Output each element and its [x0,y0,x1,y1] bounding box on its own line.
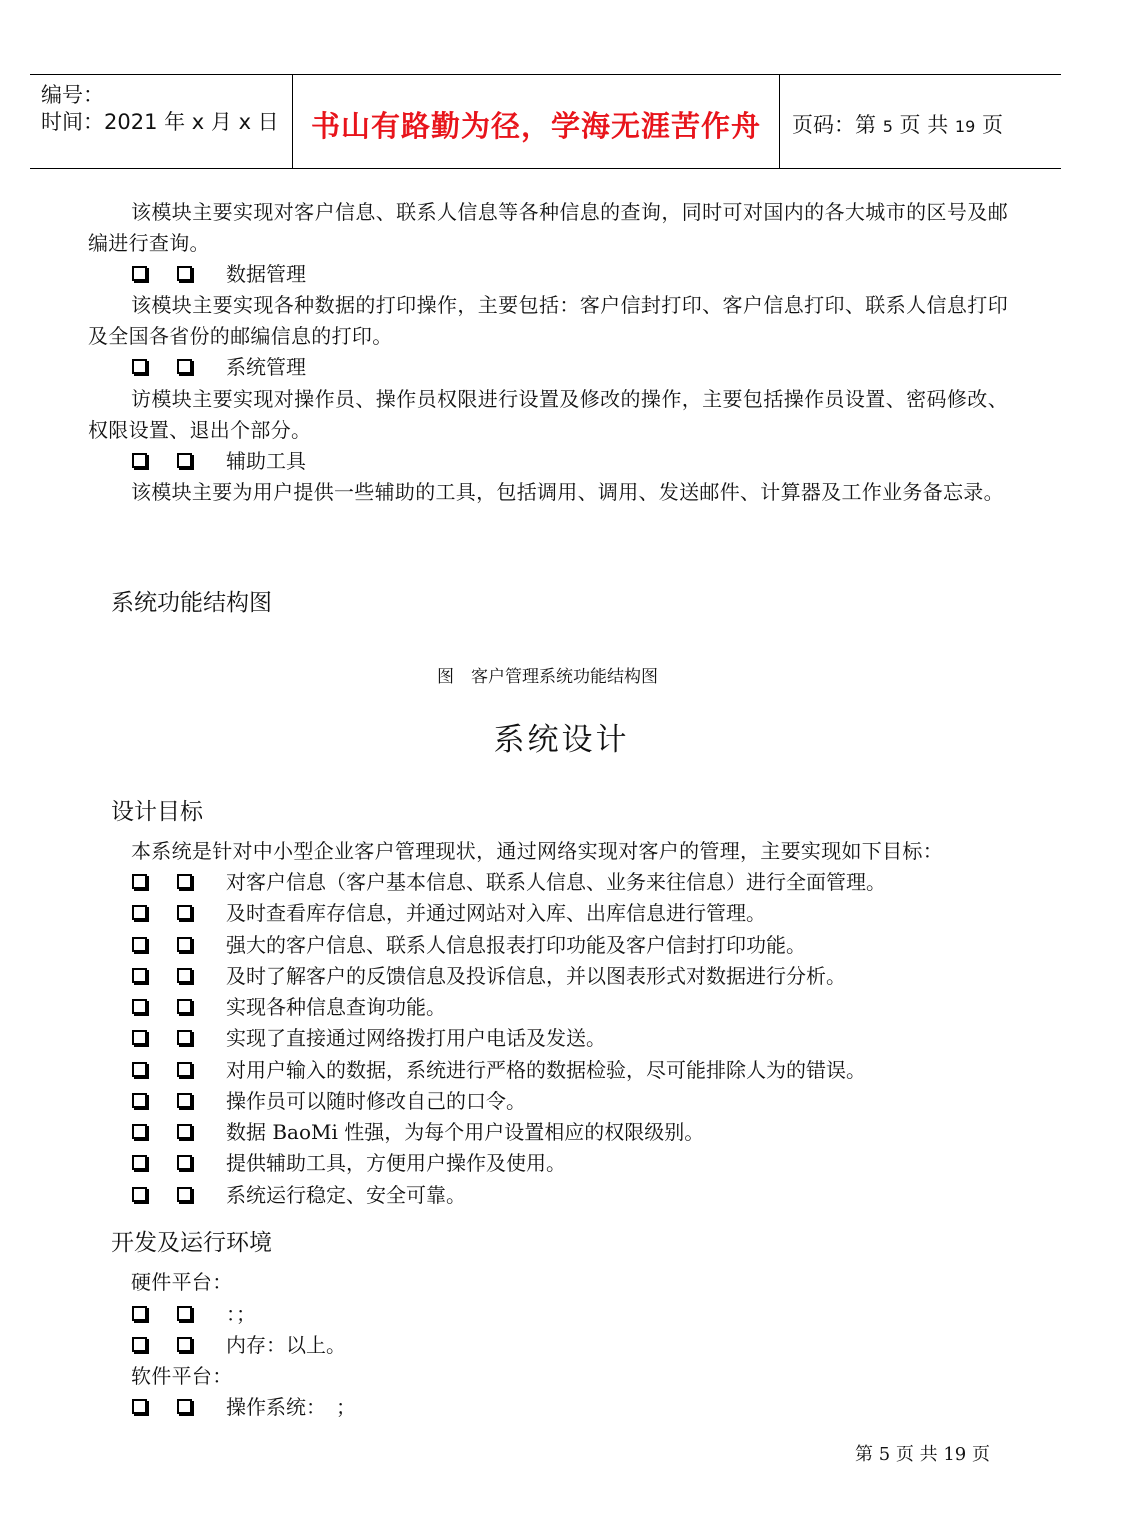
module-desc: 该模块主要为用户提供一些辅助的工具，包括调用、调用、发送邮件、计算器及工作业务备忘录。 [131,480,1004,504]
goal-text: 数据 BaoMi 性强，为每个用户设置相应的权限级别。 [226,1120,705,1144]
module-title: 数据管理 [226,262,306,286]
software-text: 操作系统： ； [226,1395,356,1419]
checkbox-bullet-icon [177,1187,192,1202]
page-header [30,74,1061,169]
checkbox-bullet-icon [132,1155,147,1170]
checkbox-bullet-icon [177,1337,192,1352]
page-indicator [792,109,1003,139]
page-mid: 页 共 [892,113,955,137]
checkbox-bullet-icon [177,905,192,920]
goal-text: 操作员可以随时修改自己的口令。 [226,1089,526,1113]
checkbox-bullet-icon [132,937,147,952]
goal-text: 对客户信息（客户基本信息、联系人信息、业务来往信息）进行全面管理。 [226,870,886,894]
software-item [132,1392,356,1423]
checkbox-bullet-icon [177,1155,192,1170]
goal-item [132,867,886,898]
structure-heading: 系统功能结构图 [111,590,272,616]
checkbox-bullet-icon [177,968,192,983]
header-motto-cell [293,75,780,168]
checkbox-bullet-icon [177,266,192,281]
checkbox-bullet-icon [177,1093,192,1108]
checkbox-bullet-icon [177,1030,192,1045]
goal-item [132,992,446,1023]
checkbox-bullet-icon [132,1399,147,1414]
module-desc: 访模块主要实现对操作员、操作员权限进行设置及修改的操作，主要包括操作员设置、密码修改、权限设置、退出个部分。 [88,387,1008,442]
page-total: 19 [954,117,976,136]
checkbox-bullet-icon [177,1399,192,1414]
checkbox-bullet-icon [177,1062,192,1077]
header-meta-cell [30,75,293,168]
goal-item [132,1086,526,1117]
header-page-cell [780,75,1061,168]
module-title: 辅助工具 [226,449,306,473]
page-footer: 第 5 页 共 19 页 [855,1444,990,1465]
hardware-item [132,1299,256,1330]
checkbox-bullet-icon [132,1093,147,1108]
hardware-text: ：； [226,1302,256,1326]
design-goals-intro: 本系统是针对中小型企业客户管理现状，通过网络实现对客户的管理，主要实现如下目标： [131,839,943,863]
goal-item [132,1023,606,1054]
checkbox-bullet-icon [177,874,192,889]
environment-heading: 开发及运行环境 [111,1230,272,1256]
goal-item [132,1180,466,1211]
goal-item [132,1148,566,1179]
goal-item [132,898,766,929]
checkbox-bullet-icon [132,1124,147,1139]
checkbox-bullet-icon [132,968,147,983]
hardware-item [132,1330,346,1361]
goal-item [132,1055,866,1086]
checkbox-bullet-icon [177,937,192,952]
goal-item [132,1117,704,1148]
checkbox-bullet-icon [132,1030,147,1045]
goal-text: 及时查看库存信息，并通过网站对入库、出库信息进行管理。 [226,901,766,925]
checkbox-bullet-icon [132,1187,147,1202]
module-item [132,446,306,477]
checkbox-bullet-icon [132,1306,147,1321]
module-desc: 该模块主要实现各种数据的打印操作，主要包括：客户信封打印、客户信息打印、联系人信息打印及全国各省份的邮编信息的打印。 [88,293,1008,348]
goal-text: 强大的客户信息、联系人信息报表打印功能及客户信封打印功能。 [226,933,806,957]
goal-text: 实现各种信息查询功能。 [226,995,446,1019]
goal-item [132,930,806,961]
checkbox-bullet-icon [132,453,147,468]
chapter-title: 系统设计 [493,722,630,758]
hardware-text: 内存：以上。 [226,1333,346,1357]
module-title: 系统管理 [226,355,306,379]
goal-text: 系统运行稳定、安全可靠。 [226,1183,466,1207]
checkbox-bullet-icon [177,453,192,468]
figure-caption: 图 客户管理系统功能结构图 [437,667,658,687]
goal-text: 对用户输入的数据，系统进行严格的数据检验，尽可能排除人为的错误。 [226,1058,866,1082]
checkbox-bullet-icon [132,1337,147,1352]
checkbox-bullet-icon [177,1124,192,1139]
page-number: 5 [882,117,893,136]
checkbox-bullet-icon [177,1306,192,1321]
goal-text: 提供辅助工具，方便用户操作及使用。 [226,1151,566,1175]
time-label: 时间：2021 年 x 月 x 日 [41,110,279,134]
checkbox-bullet-icon [177,999,192,1014]
checkbox-bullet-icon [132,266,147,281]
design-goals-heading: 设计目标 [111,799,203,825]
module-item [132,352,306,383]
checkbox-bullet-icon [132,999,147,1014]
checkbox-bullet-icon [177,359,192,374]
page-prefix: 页码：第 [792,113,883,137]
serial-label: 编号： [41,83,104,107]
checkbox-bullet-icon [132,905,147,920]
page-suffix: 页 [975,113,1003,137]
motto: 书山有路勤为径，学海无涯苦作舟 [310,109,761,143]
goal-item [132,961,846,992]
checkbox-bullet-icon [132,1062,147,1077]
goal-text: 实现了直接通过网络拨打用户电话及发送。 [226,1026,606,1050]
software-label: 软件平台： [131,1364,233,1388]
hardware-label: 硬件平台： [131,1270,233,1294]
query-module-desc: 该模块主要实现对客户信息、联系人信息等各种信息的查询，同时可对国内的各大城市的区号及邮编进行查询。 [88,200,1008,255]
checkbox-bullet-icon [132,874,147,889]
goal-text: 及时了解客户的反馈信息及投诉信息，并以图表形式对数据进行分析。 [226,964,846,988]
checkbox-bullet-icon [132,359,147,374]
module-item [132,259,306,290]
